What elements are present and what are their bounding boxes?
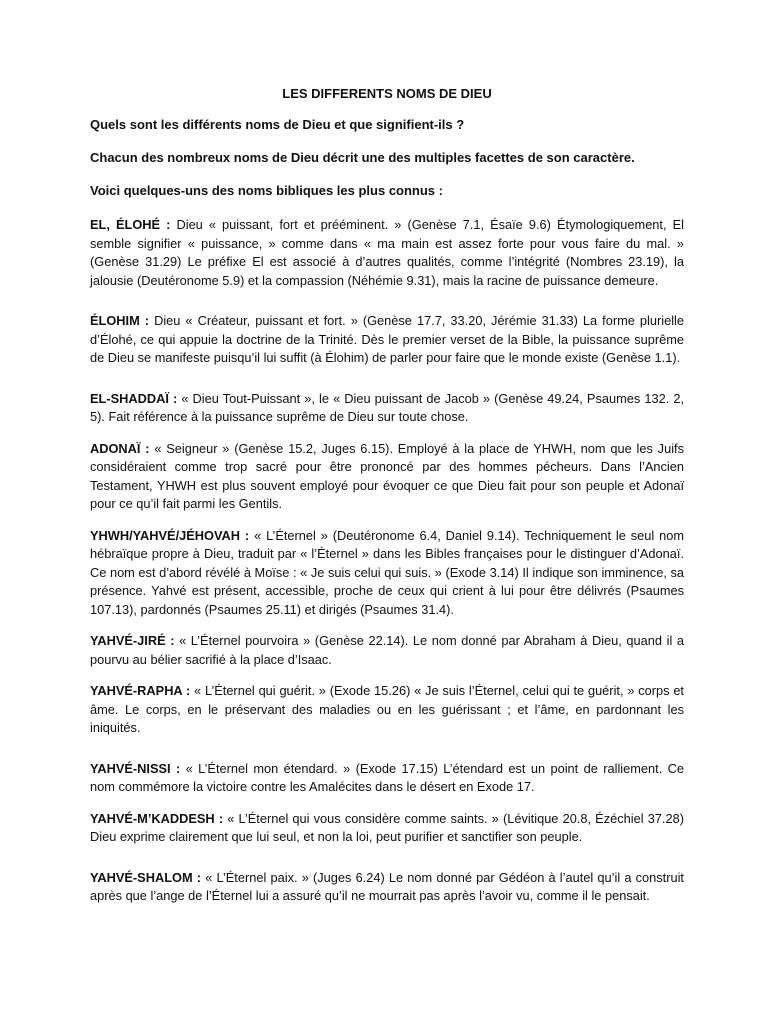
entry-term: YAHVÉ-RAPHA : [90,683,191,698]
entry-text: « Seigneur » (Genèse 15.2, Juges 6.15). Employé à la place de YHWH, nom que les Juifs considéraient comme trop sacré pour être prononcé par des hommes pécheurs. Dans l’Ancien Testament, YHWH est plus souvent employé pour évoquer ce que Dieu fait pour son peuple et Adonaï pour ce qu’il fait parmi les Gentils. [90,440,684,511]
entry-term: YHWH/YAHVÉ/JÉHOVAH : [90,527,250,543]
list-intro: Voici quelques-uns des noms bibliques les plus connus : [90,183,443,198]
entry-text: « Dieu Tout-Puissant », le « Dieu puissant de Jacob » (Genèse 49.24, Psaumes 132. 2, 5). Fait référence à la puissance suprême de Dieu sur toute chose. [90,390,684,424]
entry-term: YAHVÉ-M’KADDESH : [90,810,224,826]
entry-text: « L’Éternel qui vous considère comme saints. » (Lévitique 20.8, Ézéchiel 37.28) Dieu exprime clairement que lui seul, et non la loi, peut purifier et sanctifier son peuple. [90,810,684,844]
entry-text: « L’Éternel pourvoira » (Genèse 22.14). Le nom donné par Abraham à Dieu, quand il a pourvu au bélier sacrifié à la place d’Isaac. [90,633,684,667]
entry-term: EL, ÉLOHÉ : [90,217,171,232]
entry-elohim [90,312,684,368]
entry-yhwh [90,527,684,620]
entry-el-shaddai [90,390,684,427]
entry-yahve-jire [90,632,684,669]
entry-term: ÉLOHIM : [90,313,150,328]
entry-adonai [90,440,684,514]
entry-term: YAHVÉ-JIRÉ : [90,633,175,648]
document-title: LES DIFFERENTS NOMS DE DIEU [282,86,492,101]
entry-yahve-mkaddesh [90,810,684,847]
entry-term: YAHVÉ-NISSI : [90,760,181,776]
entry-text: « L’Éternel paix. » (Juges 6.24) Le nom donné par Gédéon à l’autel qu’il a construit après que l’ange de l’Éternel lui a assuré qu’il ne mourrait pas après l’avoir vu, comme il le pensait. [90,869,684,903]
entry-text: Dieu « puissant, fort et prééminent. » (Genèse 7.1, Ésaïe 9.6) Étymologiquement, El semble signifier « puissance, » comme dans « ma main est assez forte pour vous faire du mal. » (Genèse 31.29) Le préfixe El est associé à d’autres qualités, comme l’intégrité (Nombres 23.19), la jalousie (Deutéronome 5.9) et la compassion (Néhémie 9.31), mais la racine de puissance demeure. [90,217,684,288]
entry-text: « L’Éternel mon étendard. » (Exode 17.15) L’étendard est un point de ralliement. Ce nom commémore la victoire contre les Amalécites dans le désert en Exode 17. [90,760,685,794]
entry-yahve-shalom [90,869,684,906]
entry-text: « L’Éternel qui guérit. » (Exode 15.26) « Je suis l’Éternel, celui qui te guérit, » corps et âme. Le corps, en le préservant des maladies ou en les guérissant ; et l’âme, en pardonnant les iniquités. [90,683,684,735]
entry-el-elohe [90,216,684,290]
entry-term: EL-SHADDAÏ : [90,390,178,406]
entry-term: YAHVÉ-SHALOM : [90,869,202,885]
entry-text: « L’Éternel » (Deutéronome 6.4, Daniel 9.14). Techniquement le seul nom hébraïque propre à Dieu, traduit par « l’Éternel » dans les Bibles françaises pour le distinguer d’Adonaï. Ce nom est d’abord révélé à Moïse : « Je suis celui qui suis. » (Exode 3.14) Il indique son imminence, sa présence. Yahvé est présent, accessible, proche de ceux qui crient à lui pour être délivrés (Psaumes 107.13), pardonnés (Psaumes 25.11) et dirigés (Psaumes 31.4). [90,527,684,617]
intro-paragraph: Chacun des nombreux noms de Dieu décrit une des multiples facettes de son caractère. [90,150,635,165]
question-heading: Quels sont les différents noms de Dieu et que signifient-ils ? [90,117,465,132]
entry-yahve-rapha [90,682,684,738]
entry-term: ADONAÏ : [90,440,150,456]
entry-text: Dieu « Créateur, puissant et fort. » (Genèse 17.7, 33.20, Jérémie 31.33) La forme plurielle d’Élohé, ce qui appuie la doctrine de la Trinité. Dès le premier verset de la Bible, la puissance suprême de Dieu se manifeste puisqu’il lui suffit (à Élohim) de parler pour faire que le monde existe (Genèse 1.1). [90,313,684,365]
entry-yahve-nissi [90,760,684,797]
